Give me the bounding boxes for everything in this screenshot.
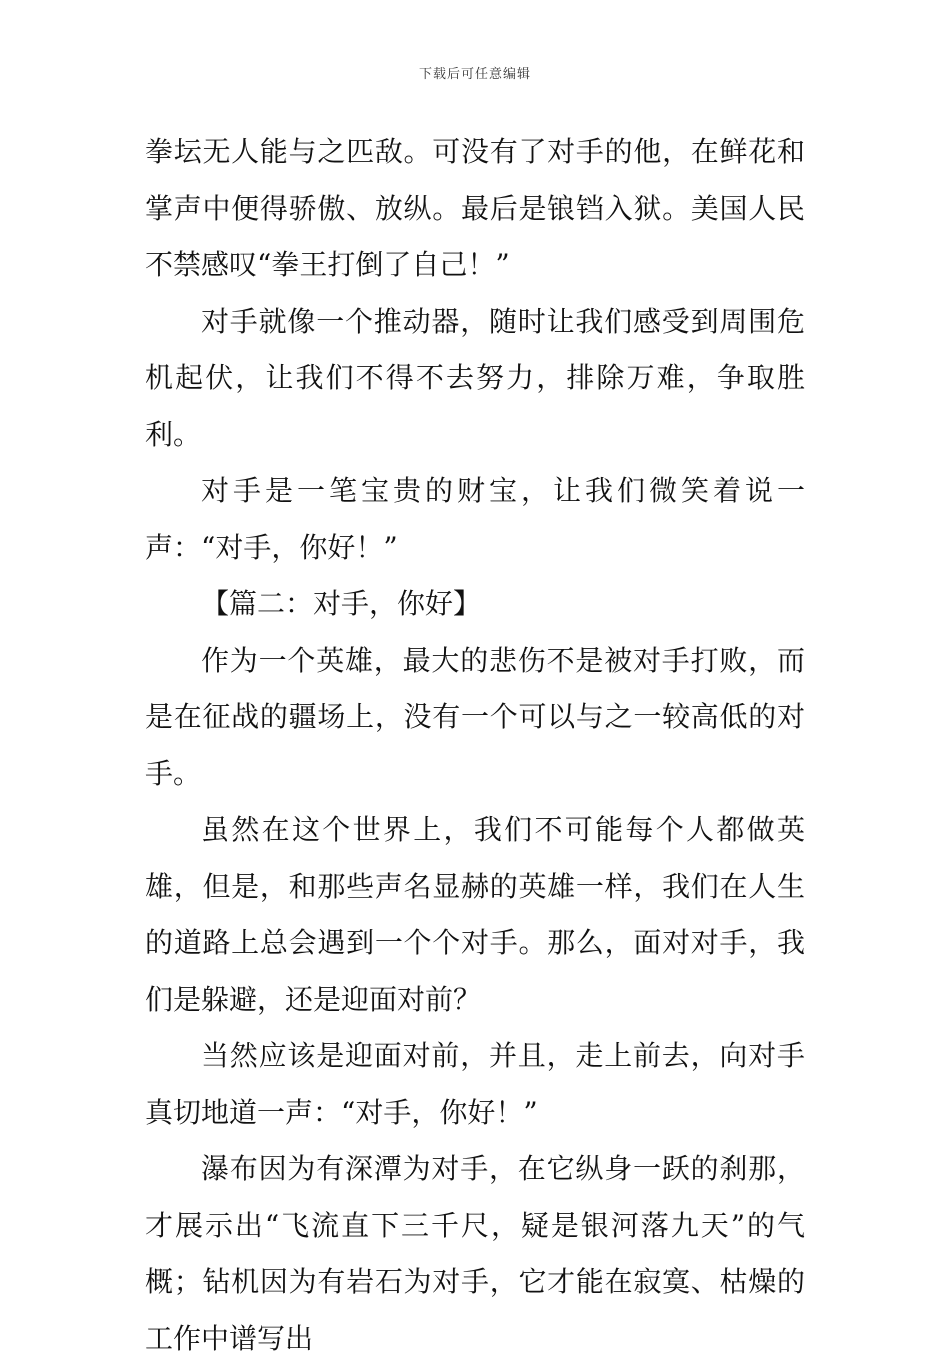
paragraph: 对手就像一个推动器，随时让我们感受到周围危机起伏，让我们不得不去努力，排除万难，争取胜利。	[145, 304, 805, 451]
paragraph: 拳坛无人能与之匹敌。可没有了对手的他，在鲜花和掌声中便得骄傲、放纵。最后是锒铛入狱。美国人民不禁感叹“拳王打倒了自己！”	[145, 135, 805, 281]
paragraph: 虽然在这个世界上，我们不可能每个人都做英雄，但是，和那些声名显赫的英雄一样，我们在人生的道路上总会遇到一个个对手。那么，面对对手，我们是躲避，还是迎面对前？	[145, 813, 805, 1016]
section-heading: 【篇二：对手，你好】	[201, 587, 482, 620]
document-body	[145, 124, 805, 1367]
paragraph: 瀑布因为有深潭为对手，在它纵身一跃的刹那，才展示出“飞流直下三千尺，疑是银河落九天”的气概；钻机因为有岩石为对手，它才能在寂寞、枯燥的工作中谱写出	[145, 1152, 805, 1355]
header-note: 下载后可任意编辑	[418, 67, 531, 82]
paragraph: 对手是一笔宝贵的财宝，让我们微笑着说一声：“对手，你好！”	[145, 474, 805, 564]
paragraph: 作为一个英雄，最大的悲伤不是被对手打败，而是在征战的疆场上，没有一个可以与之一较高低的对手。	[145, 643, 805, 790]
paragraph: 当然应该是迎面对前，并且，走上前去，向对手真切地道一声：“对手，你好！”	[145, 1039, 805, 1129]
